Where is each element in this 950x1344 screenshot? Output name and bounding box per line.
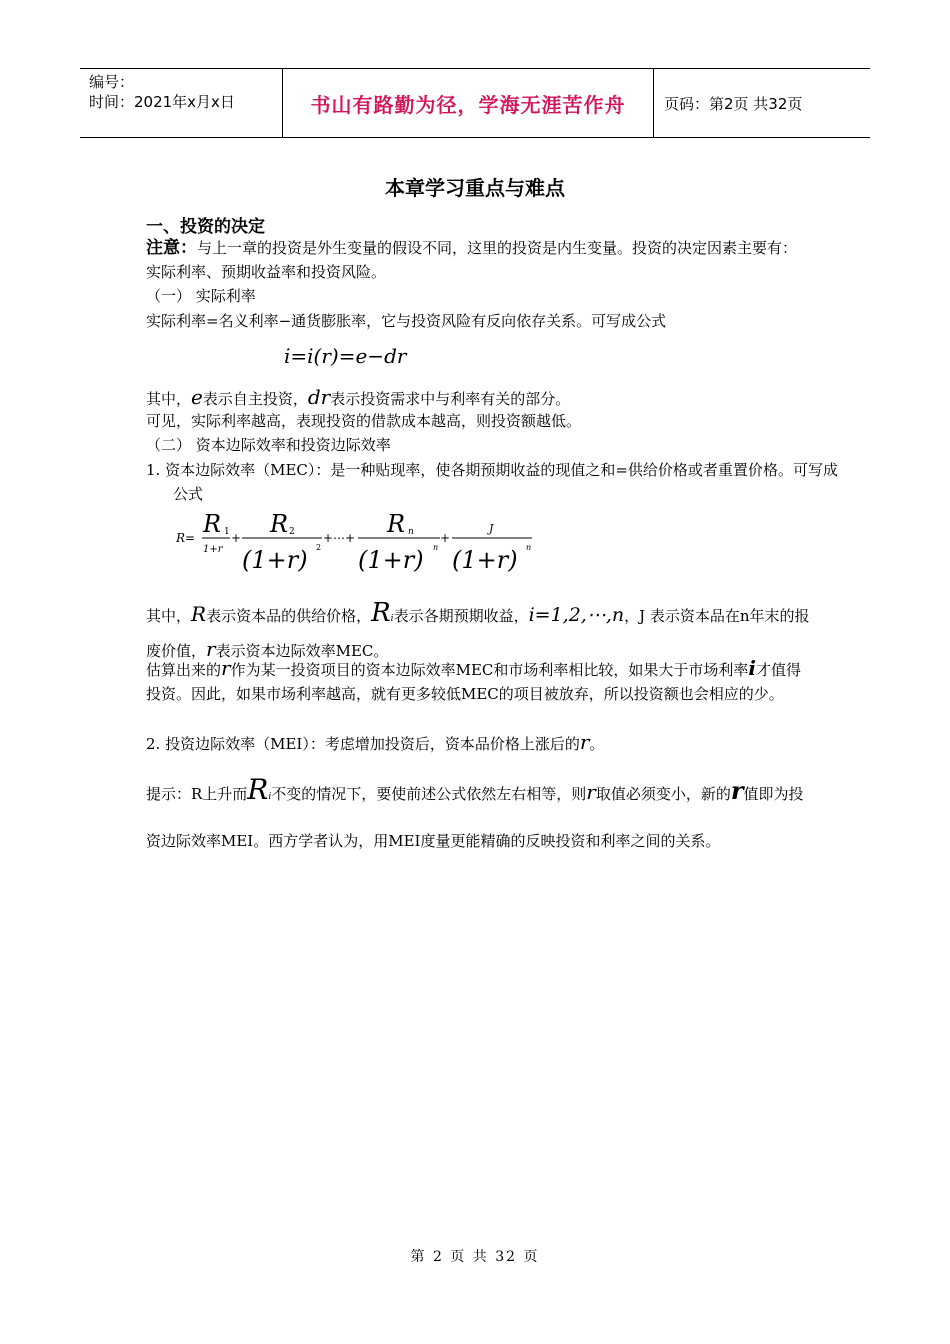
note-text: 与上一章的投资是外生变量的假设不同，这里的投资是内生变量。投资的决定因素主要有：实际利率、预期收益率和投资风险。 (146, 239, 798, 281)
termn-numerator: R (387, 510, 406, 538)
real-rate-text: 实际利率=名义利率−通货膨胀率，它与投资风险有反向依存关系。可写成公式 (146, 312, 667, 330)
formula-investment: i=i(r)=e−dr (284, 344, 407, 368)
term1-denominator: 1+r (203, 544, 223, 555)
math-dr: dr (307, 385, 331, 409)
text-span: 估算出来的 (146, 661, 222, 679)
text-span: 不变的情况下，要使前述公式依然左右相等，则 (271, 785, 587, 803)
term2-numerator: R (270, 510, 289, 538)
math-Ri: R (247, 773, 269, 806)
conclusion-paragraph: 可见，实际利率越高，表现投资的借款成本越高，则投资额越低。 (146, 412, 582, 430)
note-label: 注意： (146, 238, 197, 258)
where-paragraph-2: 其中，R表示资本品的供给价格，Ri表示各期预期收益，i=1,2,⋯,n，J 表示资本品在n年末的报废价值，r表示资本边际效率MEC。 (146, 598, 810, 661)
term1-numerator: R (203, 510, 222, 538)
page-footer: 第 2 页 共 32 页 (410, 1249, 540, 1265)
termn-denominator: (1+r) (358, 546, 424, 574)
text-span: 表示投资需求中与利率有关的部分。 (330, 390, 571, 408)
header-page-cell (654, 69, 870, 137)
text-span: 其中， (146, 390, 192, 408)
text-span: 其中， (146, 607, 192, 625)
formula-lhs: R= (176, 531, 196, 545)
hint-paragraph: 提示：R上升而Ri不变的情况下，要使前述公式依然左右相等，则r取值必须变小，新的r值即为投资边际效率MEI。西方学者认为，用MEI度量更能精确的反映投资和利率之间的关系。 (146, 773, 804, 850)
text-span: 表示资本边际效率MEC。 (215, 642, 389, 660)
estimate-paragraph (146, 656, 811, 706)
motto: 书山有路勤为径，学海无涯苦作舟 (310, 92, 626, 117)
math-e: e (191, 385, 203, 409)
term2-subscript: 2 (289, 527, 295, 537)
header-motto-cell (282, 69, 654, 137)
number-label: 编号： (89, 73, 135, 91)
term1-subscript: 1 (224, 527, 230, 537)
page-info: 页码：第2页 共32页 (664, 94, 803, 113)
math-r: r (579, 730, 590, 754)
text-span: 表示各期预期收益， (393, 607, 529, 625)
header-left-cell (80, 69, 282, 137)
text-span: 值即为投资边际效率MEI。西方学者认为，用MEI度量更能精确的反映投资和利率之间的关系。 (146, 785, 804, 850)
text-span: 表示自主投资， (202, 390, 308, 408)
page-title: 本章学习重点与难点 (385, 176, 565, 200)
item-mec: 1. 资本边际效率（MEC）：是一种贴现率，使各期预期收益的现值之和=供给价格或者重置价格。可写成公式 (146, 461, 838, 503)
termj-exponent: n (526, 543, 532, 552)
text-span: 作为某一投资项目的资本边际效率MEC和市场利率相比较，如果大于市场利率 (230, 661, 749, 679)
termn-exponent: n (433, 543, 439, 552)
math-index-range: i=1,2,⋯,n (528, 604, 625, 626)
math-r: r (221, 656, 231, 680)
formula-mec (172, 506, 552, 578)
plus-sign: + (440, 531, 451, 545)
note-paragraph (146, 236, 811, 284)
ellipsis-plus: +⋯+ (323, 531, 356, 545)
text-span: 。 (589, 735, 605, 753)
subheading-real-rate: （一） 实际利率 (146, 287, 256, 305)
text-span: 2. 投资边际效率（MEI）：考虑增加投资后，资本品价格上涨后的 (146, 735, 580, 753)
header-table (80, 68, 870, 138)
math-r: r (730, 776, 744, 805)
math-Ri: R (371, 598, 391, 628)
math-r: r (586, 780, 596, 804)
text-span: ，J 表示资本品在n年末的报废价值， (146, 607, 810, 660)
text-span: 才值得投资。因此，如果市场利率越高，就有更多较低MEC的项目被放弃，所以投资额也会相应的少。 (146, 661, 801, 703)
section-heading: 一、投资的决定 (146, 217, 265, 237)
item-mei (146, 730, 811, 756)
term2-denominator: (1+r) (242, 546, 308, 574)
subheading-mec-mei: （二） 资本边际效率和投资边际效率 (146, 436, 391, 454)
where-paragraph-1 (146, 385, 811, 411)
text-span: 提示：R上升而 (146, 785, 248, 803)
math-i: i (748, 656, 756, 680)
termj-numerator: J (489, 522, 494, 535)
plus-sign: + (231, 531, 242, 545)
math-R: R (191, 602, 207, 626)
text-span: 表示资本品的供给价格， (206, 607, 372, 625)
termn-subscript: n (408, 527, 414, 537)
text-span: 取值必须变小，新的 (595, 785, 731, 803)
math-r: r (206, 637, 216, 661)
termj-denominator: (1+r) (452, 546, 518, 574)
time-label: 时间：2021年x月x日 (89, 93, 235, 111)
term2-exponent: 2 (316, 543, 322, 552)
